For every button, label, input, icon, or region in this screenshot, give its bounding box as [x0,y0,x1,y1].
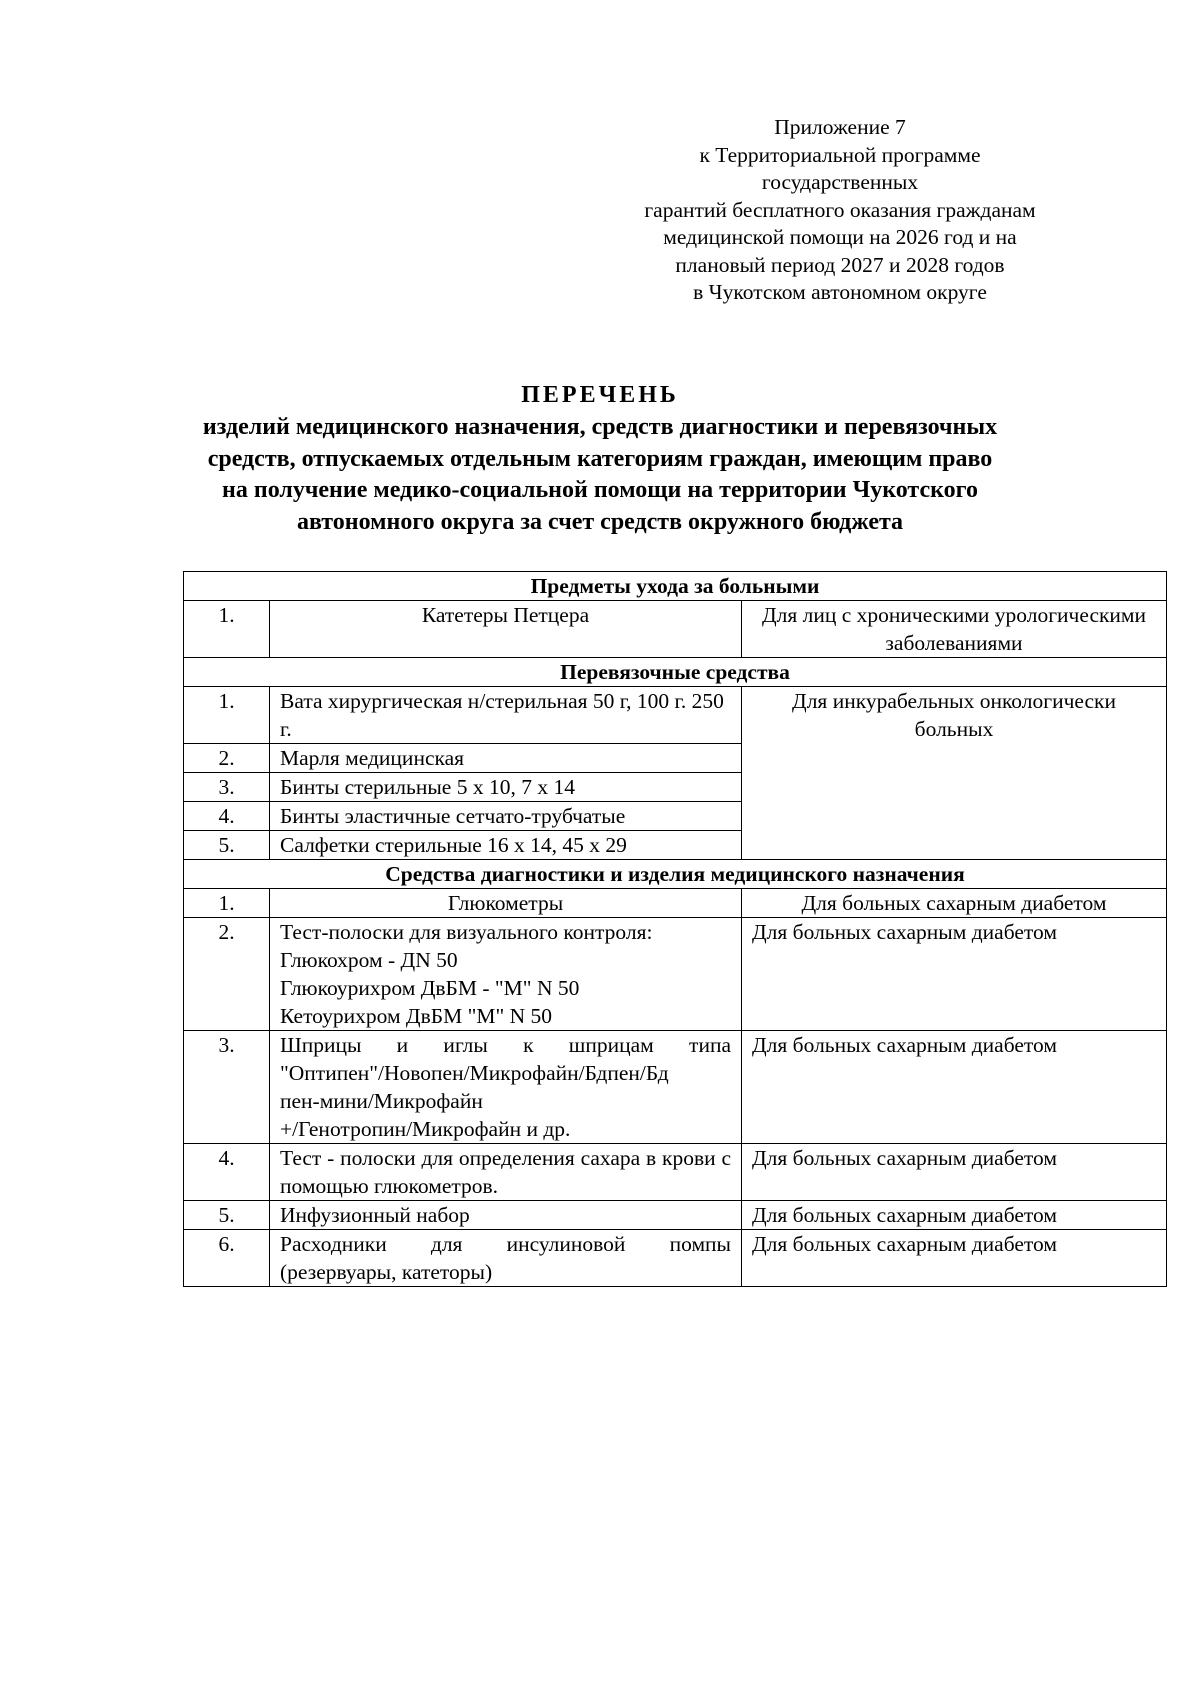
item-line: "Оптипен"/Новопен/Микрофайн/Бдпен/Бд [280,1061,669,1085]
section-title: Средства диагностики и изделия медицинского назначения [184,860,1167,889]
item-line: +/Генотропин/Микрофайн и др. [280,1117,571,1141]
table-row [184,1031,1167,1144]
item-line: Шприцы и иглы к шприцам типа [280,1033,731,1057]
item-name: Тест - полоски для определения сахара в крови с помощью глюкометров. [270,1144,742,1201]
section-title: Предметы ухода за больными [184,572,1167,601]
table-row [184,889,1167,918]
item-line: пен-мини/Микрофайн [280,1089,483,1113]
section-title: Перевязочные средства [184,658,1167,687]
row-number: 1. [184,687,270,744]
row-number: 4. [184,802,270,831]
document-heading [150,378,1050,538]
appendix-line: медицинской помощи на 2026 год и на [663,225,1017,249]
item-line: Глюкохром - ДN 50 [280,948,458,972]
category-note: Для инкурабельных онкологически больных [742,687,1167,860]
category-note: Для лиц с хроническими урологическими заболеваниями [742,601,1167,658]
subtitle-line: на получение медико-социальной помощи на территории Чукотского [222,477,978,503]
table-row [184,918,1167,1031]
row-number: 5. [184,1201,270,1230]
row-number: 5. [184,831,270,860]
item-name: Катетеры Петцера [270,601,742,658]
document-subtitle [150,412,1050,538]
section-header-row [184,860,1167,889]
items-table [183,571,1167,1287]
item-name: Глюкометры [270,889,742,918]
appendix-header [600,114,1080,307]
appendix-line: плановый период 2027 и 2028 годов [675,252,1005,277]
appendix-line: в Чукотском автономном округе [693,280,987,304]
item-name: Бинты стерильные 5 х 10, 7 х 14 [270,773,742,802]
subtitle-line: изделий медицинского назначения, средств диагностики и перевязочных [202,414,998,440]
subtitle-line: автономного округа за счет средств окружного бюджета [296,508,904,535]
appendix-line: гарантий бесплатного оказания гражданам [644,197,1036,222]
row-number: 2. [184,744,270,773]
table-row [184,601,1167,658]
row-number: 2. [184,918,270,1031]
document-title: ПЕРЕЧЕНЬ [521,382,679,408]
item-name [270,918,742,1031]
item-name [270,1031,742,1144]
item-name: Салфетки стерильные 16 х 14, 45 х 29 [270,831,742,860]
item-name: Вата хирургическая н/стерильная 50 г, 100 г. 250 г. [270,687,742,744]
row-number: 3. [184,1031,270,1144]
row-number: 3. [184,773,270,802]
item-name: Марля медицинская [270,744,742,773]
table-row [184,1230,1167,1287]
appendix-line: государственных [761,170,919,194]
table-row [184,1201,1167,1230]
table-row [184,687,1167,744]
category-note: Для больных сахарным диабетом [742,1201,1167,1230]
category-note: Для больных сахарным диабетом [742,1144,1167,1201]
item-line: Кетоурихром ДвБМ "M" N 50 [280,1004,553,1028]
section-header-row [184,658,1167,687]
row-number: 1. [184,889,270,918]
item-line: Глюкоурихром ДвБМ - "M" N 50 [280,976,580,1000]
table-row [184,1144,1167,1201]
row-number: 6. [184,1230,270,1287]
appendix-line: Приложение 7 [774,115,906,139]
item-name: Бинты эластичные сетчато-трубчатые [270,802,742,831]
subtitle-line: средств, отпускаемых отдельным категориям граждан, имеющим право [207,445,993,472]
category-note: Для больных сахарным диабетом [742,1031,1167,1144]
item-name: Расходники для инсулиновой помпы (резервуары, катеторы) [270,1230,742,1287]
row-number: 4. [184,1144,270,1201]
item-line: Тест-полоски для визуального контроля: [280,920,653,944]
section-header-row [184,572,1167,601]
item-name: Инфузионный набор [270,1201,742,1230]
category-note: Для больных сахарным диабетом [742,918,1167,1031]
appendix-line: к Территориальной программе [699,142,981,167]
category-note: Для больных сахарным диабетом [742,889,1167,918]
category-note: Для больных сахарным диабетом [742,1230,1167,1287]
row-number: 1. [184,601,270,658]
